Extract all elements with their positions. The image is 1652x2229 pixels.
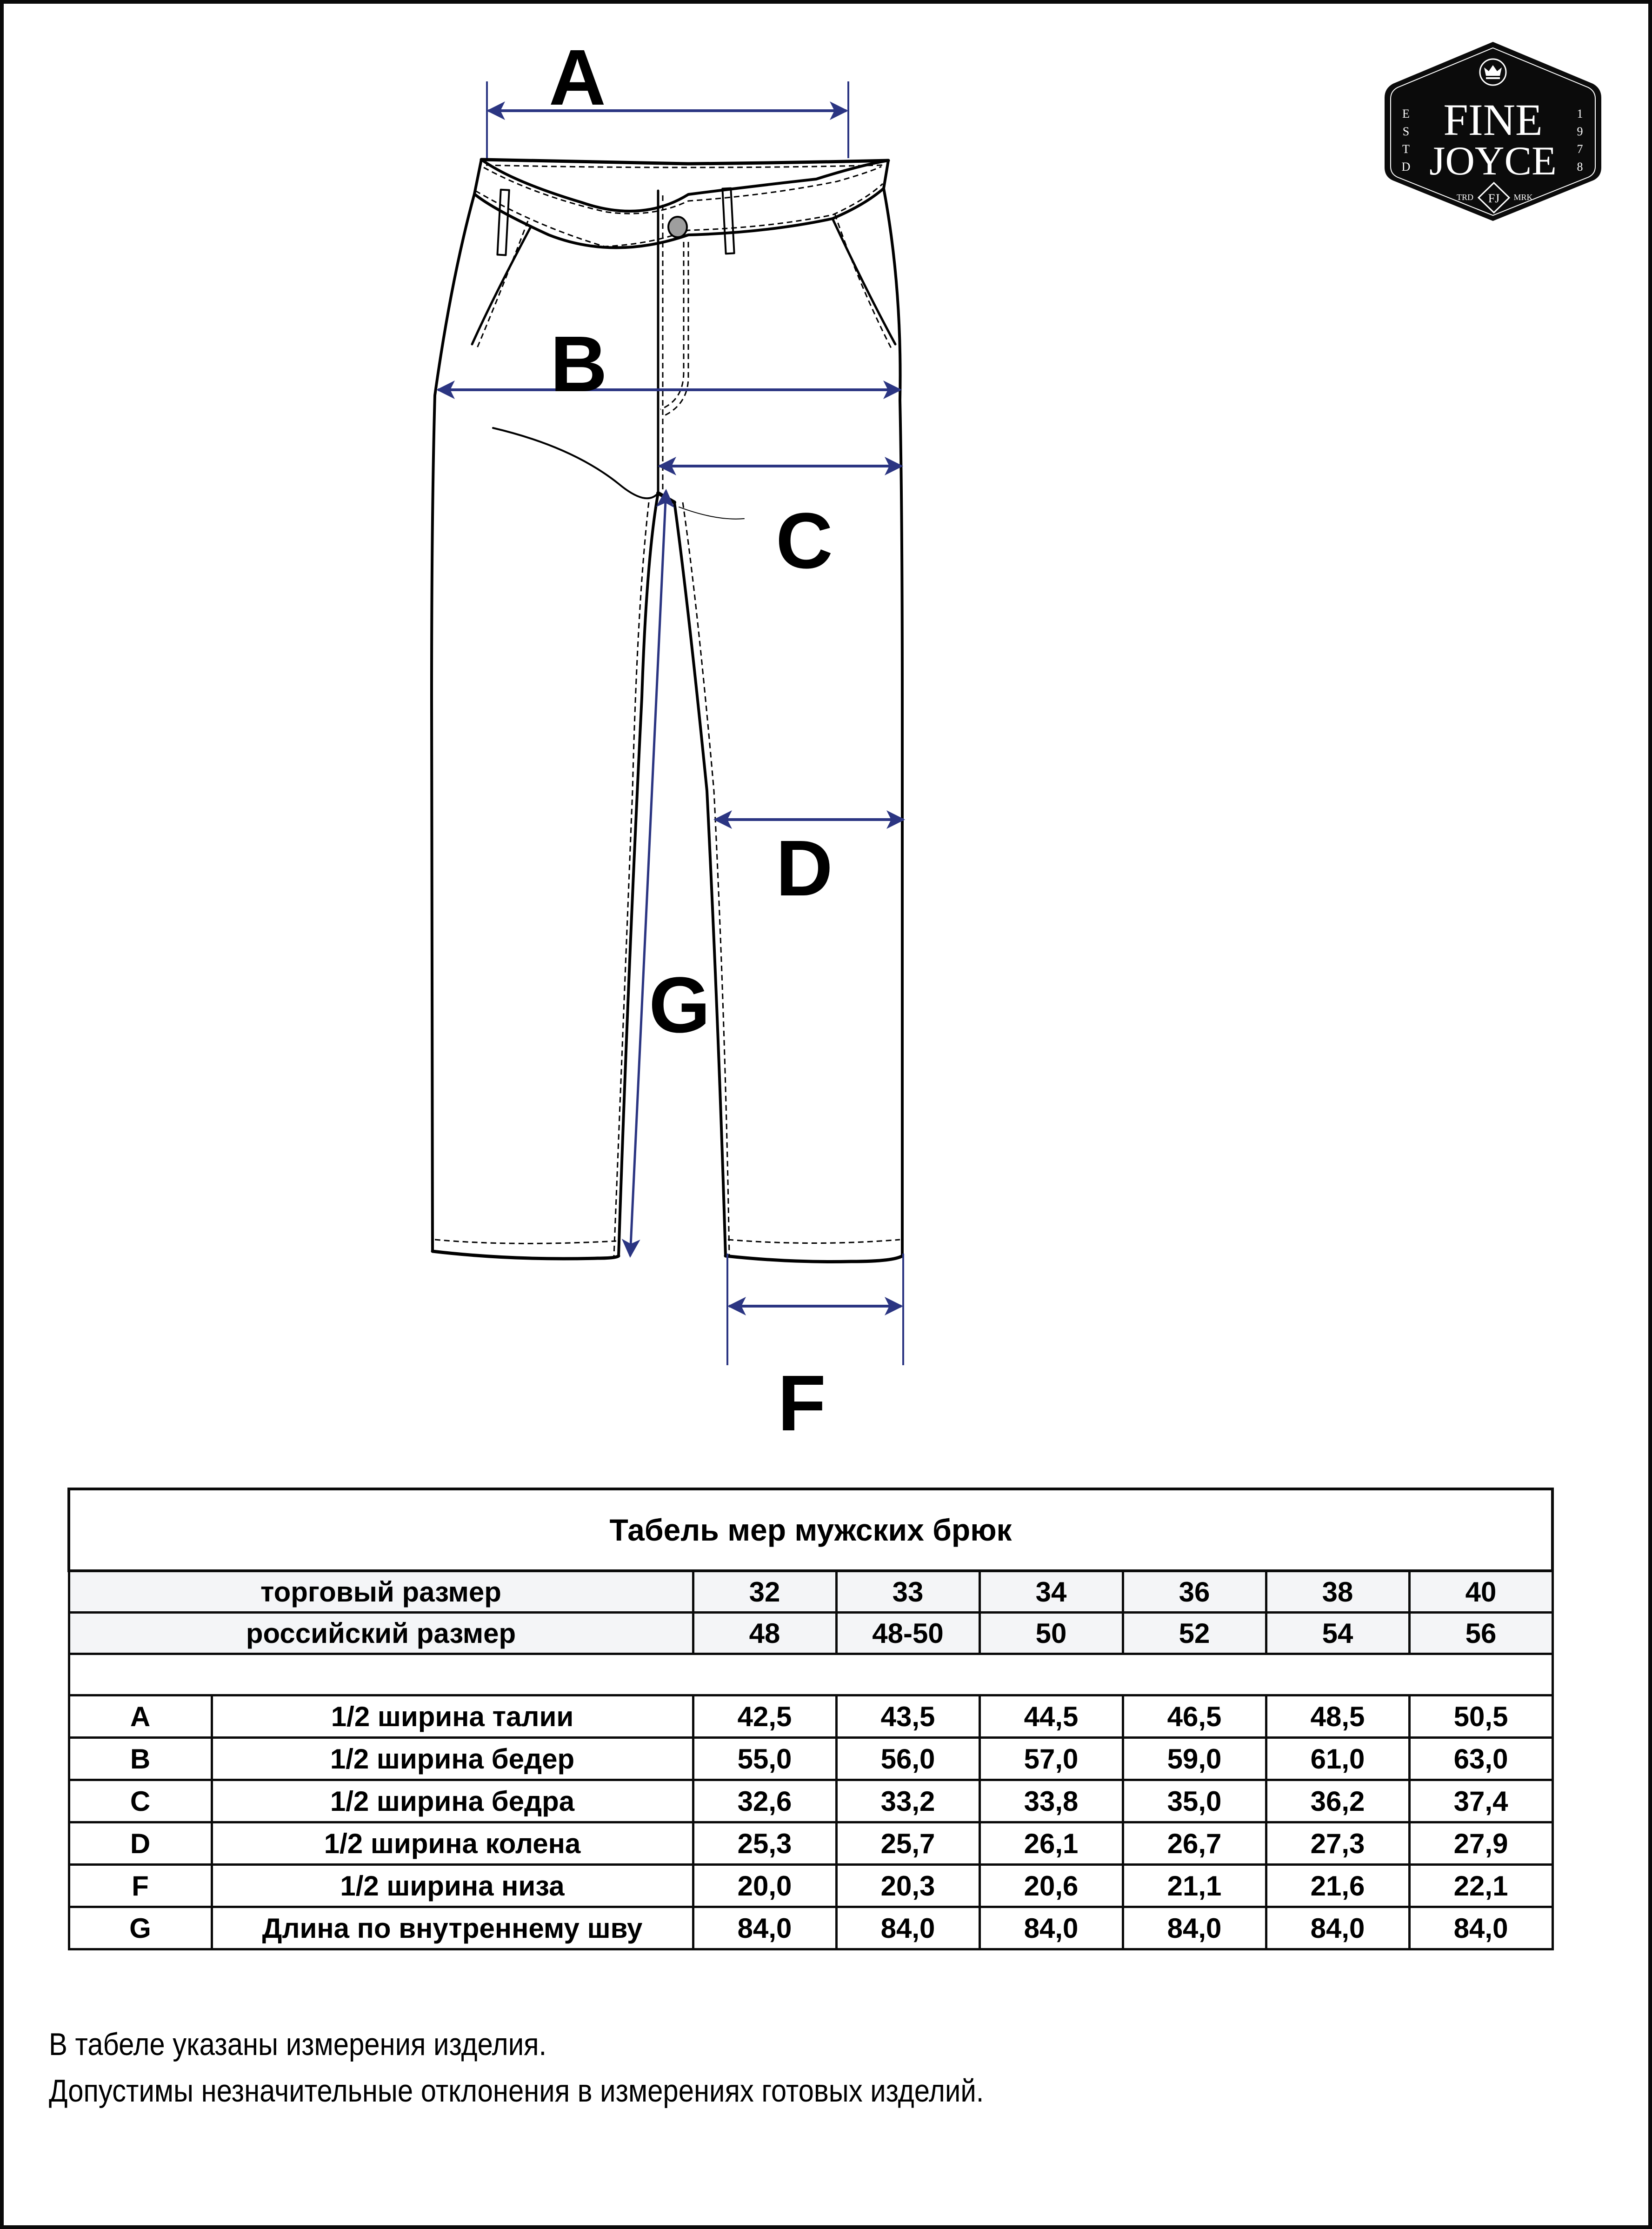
svg-text:FJ: FJ: [1488, 192, 1500, 205]
measure-name: 1/2 ширина низа: [212, 1865, 693, 1907]
left-inseam: [619, 493, 658, 1256]
label-b: B: [550, 320, 607, 408]
right-inseam: [674, 502, 726, 1256]
table-row: [69, 1865, 1552, 1907]
measure-name: 1/2 ширина бедра: [212, 1780, 693, 1822]
logo-joyce: JOYCE: [1429, 139, 1557, 184]
measure-value: 50,5: [1409, 1695, 1552, 1738]
left-outseam: [432, 160, 481, 1251]
measure-value: 63,0: [1409, 1738, 1552, 1780]
size-table: [67, 1488, 1554, 1950]
svg-text:TRD: TRD: [1457, 193, 1473, 202]
measure-value: 26,1: [979, 1822, 1123, 1865]
measure-value: 55,0: [693, 1738, 836, 1780]
trade-size-label: торговый размер: [69, 1571, 693, 1613]
measure-value: 27,9: [1409, 1822, 1552, 1865]
svg-text:8: 8: [1577, 160, 1583, 174]
svg-text:9: 9: [1577, 125, 1583, 138]
belt-loop-left: [497, 190, 509, 255]
note-line: В табеле указаны измерения изделия.: [49, 2027, 547, 2062]
measure-code: F: [69, 1865, 212, 1907]
measure-value: 57,0: [979, 1738, 1123, 1780]
measure-value: 46,5: [1123, 1695, 1266, 1738]
label-c: C: [776, 497, 833, 585]
stitching: [435, 165, 900, 1256]
measure-value: 25,7: [836, 1822, 979, 1865]
label-f: F: [778, 1359, 826, 1448]
svg-text:T: T: [1402, 142, 1410, 156]
svg-text:1: 1: [1577, 107, 1583, 120]
measure-name: 1/2 ширина колена: [212, 1822, 693, 1865]
russian-size-label: российский размер: [69, 1613, 693, 1654]
russian-size-cell: 56: [1409, 1613, 1552, 1654]
table-row: [69, 1695, 1552, 1738]
trade-size-cell: 34: [979, 1571, 1123, 1613]
measure-g-arrow: [630, 491, 666, 1256]
measure-value: 21,1: [1123, 1865, 1266, 1907]
measure-value: 20,3: [836, 1865, 979, 1907]
russian-size-row: [69, 1613, 1552, 1654]
trade-size-cell: 40: [1409, 1571, 1552, 1613]
right-pocket: [833, 219, 895, 344]
measure-value: 61,0: [1266, 1738, 1409, 1780]
measure-code: D: [69, 1822, 212, 1865]
svg-text:MRK: MRK: [1513, 193, 1533, 202]
measure-value: 84,0: [1123, 1907, 1266, 1949]
table-row: [69, 1822, 1552, 1865]
spacer-row: [69, 1654, 1552, 1695]
notes: [49, 2021, 1112, 2114]
trade-size-cell: 36: [1123, 1571, 1266, 1613]
table-title: Табель мер мужских брюк: [69, 1489, 1552, 1571]
label-d: D: [776, 824, 833, 913]
right-hem: [726, 1256, 902, 1262]
measure-value: 44,5: [979, 1695, 1123, 1738]
note-line: Допустимы незначительные отклонения в измерениях готовых изделий.: [49, 2073, 984, 2109]
measure-value: 27,3: [1266, 1822, 1409, 1865]
measure-value: 25,3: [693, 1822, 836, 1865]
russian-size-cell: 52: [1123, 1613, 1266, 1654]
button-icon: [668, 217, 687, 237]
table-row: [69, 1780, 1552, 1822]
measure-value: 84,0: [1266, 1907, 1409, 1949]
measure-value: 20,0: [693, 1865, 836, 1907]
trade-size-cell: 33: [836, 1571, 979, 1613]
waistband-top: [481, 160, 888, 164]
measurement-rows: [69, 1695, 1552, 1949]
measure-value: 33,8: [979, 1780, 1123, 1822]
table-row: [69, 1738, 1552, 1780]
measure-value: 59,0: [1123, 1738, 1266, 1780]
measure-value: 43,5: [836, 1695, 979, 1738]
measure-name: Длина по внутреннему шву: [212, 1907, 693, 1949]
russian-size-cell: 48-50: [836, 1613, 979, 1654]
left-pocket: [472, 228, 530, 344]
measure-name: 1/2 ширина бедер: [212, 1738, 693, 1780]
svg-text:D: D: [1401, 160, 1411, 174]
svg-text:E: E: [1402, 107, 1410, 120]
measure-value: 84,0: [693, 1907, 836, 1949]
label-g: G: [649, 961, 711, 1049]
measure-name: 1/2 ширина талии: [212, 1695, 693, 1738]
measure-value: 33,2: [836, 1780, 979, 1822]
measure-code: C: [69, 1780, 212, 1822]
table-row: [69, 1907, 1552, 1949]
measure-value: 32,6: [693, 1780, 836, 1822]
measure-code: A: [69, 1695, 212, 1738]
label-a: A: [549, 33, 606, 122]
measure-value: 20,6: [979, 1865, 1123, 1907]
measure-value: 84,0: [979, 1907, 1123, 1949]
pants-outline: [432, 160, 902, 1262]
measure-value: 42,5: [693, 1695, 836, 1738]
logo-fine: FINE: [1443, 95, 1543, 145]
measure-value: 56,0: [836, 1738, 979, 1780]
measure-value: 21,6: [1266, 1865, 1409, 1907]
measure-code: B: [69, 1738, 212, 1780]
russian-size-cell: 54: [1266, 1613, 1409, 1654]
brand-logo: [1384, 40, 1602, 223]
measure-value: 48,5: [1266, 1695, 1409, 1738]
svg-text:7: 7: [1577, 142, 1583, 156]
measure-value: 22,1: [1409, 1865, 1552, 1907]
measure-value: 84,0: [1409, 1907, 1552, 1949]
russian-size-cell: 48: [693, 1613, 836, 1654]
left-hem: [433, 1251, 619, 1259]
measure-value: 26,7: [1123, 1822, 1266, 1865]
trade-size-row: [69, 1571, 1552, 1613]
right-outseam: [884, 160, 902, 1256]
measure-value: 37,4: [1409, 1780, 1552, 1822]
trade-size-cell: 32: [693, 1571, 836, 1613]
measure-code: G: [69, 1907, 212, 1949]
russian-size-cell: 50: [979, 1613, 1123, 1654]
crease-fold: [493, 428, 658, 498]
trade-size-cell: 38: [1266, 1571, 1409, 1613]
svg-text:S: S: [1402, 125, 1410, 138]
measure-value: 84,0: [836, 1907, 979, 1949]
measure-value: 35,0: [1123, 1780, 1266, 1822]
measure-value: 36,2: [1266, 1780, 1409, 1822]
